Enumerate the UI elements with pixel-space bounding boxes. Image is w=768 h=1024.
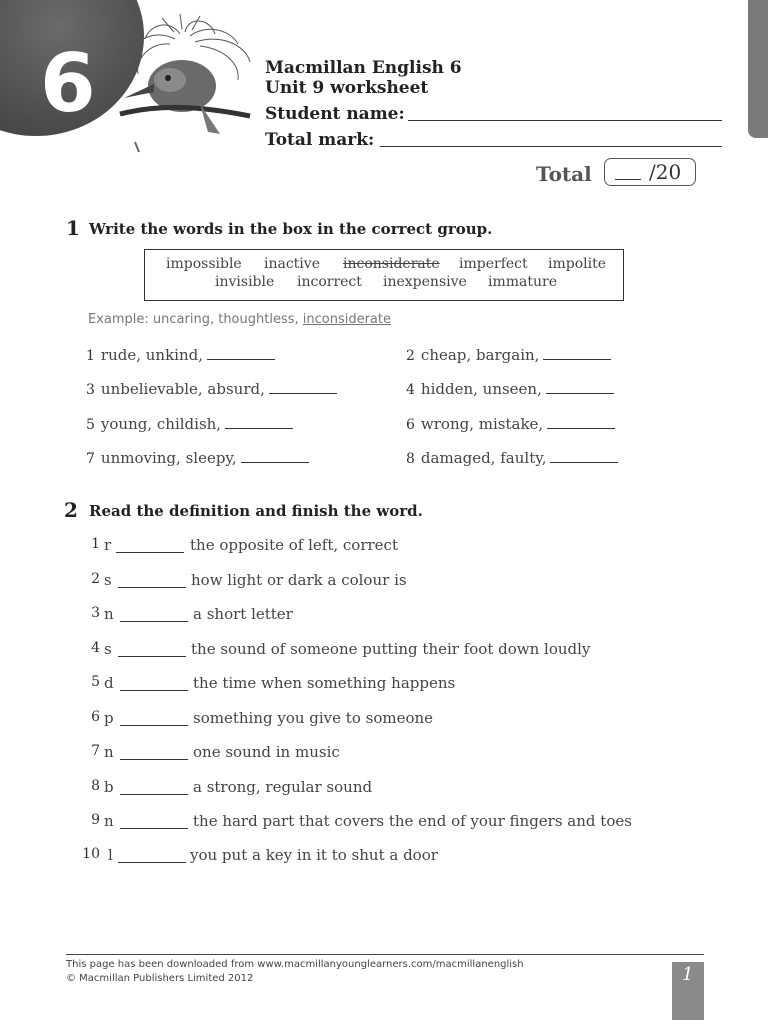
- exercise-1-item: [406, 415, 615, 433]
- exercise-1-item: [406, 346, 611, 364]
- answer-blank[interactable]: [118, 656, 186, 657]
- item-number: 8: [91, 778, 100, 794]
- answer-blank[interactable]: [207, 358, 275, 360]
- student-name-label: Student name:: [265, 104, 405, 124]
- answer-blank[interactable]: [118, 862, 186, 863]
- student-name-field[interactable]: [408, 120, 722, 121]
- item-letter: n: [104, 605, 114, 623]
- item-text: young, childish,: [100, 415, 222, 433]
- item-number: 7: [86, 451, 95, 467]
- answer-blank[interactable]: [120, 725, 188, 726]
- bird-illustration-icon: [110, 14, 260, 162]
- exercise-2-item: [78, 846, 678, 866]
- total-label: Total: [536, 162, 592, 186]
- word-box-item: incorrect: [297, 274, 362, 290]
- total-denominator: /20: [649, 160, 682, 184]
- answer-blank[interactable]: [547, 427, 615, 429]
- answer-blank[interactable]: [120, 690, 188, 691]
- word-box-item: imperfect: [459, 256, 528, 272]
- item-number: 4: [406, 382, 415, 398]
- answer-blank[interactable]: [120, 621, 188, 622]
- answer-blank[interactable]: [225, 427, 293, 429]
- word-box-item: inactive: [264, 256, 320, 272]
- item-definition: the sound of someone putting their foot down loudly: [191, 640, 591, 658]
- page-number: 1: [682, 964, 694, 985]
- course-title: Macmillan English 6: [265, 58, 462, 78]
- item-definition: the time when something happens: [193, 674, 456, 692]
- answer-blank[interactable]: [543, 358, 611, 360]
- exercise-2-number: 2: [64, 498, 78, 522]
- item-number: 8: [406, 451, 415, 467]
- answer-blank[interactable]: [120, 759, 188, 760]
- answer-blank[interactable]: [546, 392, 614, 394]
- item-number: 3: [91, 605, 100, 621]
- word-box-item: impossible: [166, 256, 242, 272]
- item-definition: the opposite of left, correct: [190, 536, 398, 554]
- item-letter: r: [104, 536, 112, 554]
- answer-blank[interactable]: [118, 587, 186, 588]
- word-box-item: inexpensive: [383, 274, 467, 290]
- item-letter: l: [108, 846, 113, 864]
- item-definition: how light or dark a colour is: [191, 571, 407, 589]
- item-number: 2: [406, 348, 415, 364]
- unit-number: 6: [40, 37, 96, 130]
- item-number: 9: [91, 812, 100, 828]
- exercise-2-item: [78, 605, 678, 625]
- exercise-2-item: [78, 536, 678, 556]
- item-number: 10: [82, 846, 100, 862]
- item-letter: p: [104, 709, 114, 727]
- item-number: 6: [406, 417, 415, 433]
- item-text: damaged, faulty,: [420, 449, 547, 467]
- example-line: [88, 312, 391, 327]
- answer-blank[interactable]: [269, 392, 337, 394]
- item-text: hidden, unseen,: [420, 380, 542, 398]
- item-letter: n: [104, 812, 114, 830]
- answer-blank[interactable]: [241, 461, 309, 463]
- item-number: 7: [91, 743, 100, 759]
- exercise-2-item: [78, 571, 678, 591]
- item-letter: d: [104, 674, 114, 692]
- footer-source: This page has been downloaded from www.macmillanyounglearners.com/macmillanenglish: [66, 959, 524, 970]
- item-text: unmoving, sleepy,: [100, 449, 237, 467]
- item-text: rude, unkind,: [100, 346, 204, 364]
- total-score-field[interactable]: [615, 179, 641, 180]
- answer-blank[interactable]: [116, 552, 184, 553]
- answer-blank[interactable]: [550, 461, 618, 463]
- item-number: 3: [86, 382, 95, 398]
- exercise-1-number: 1: [66, 216, 80, 240]
- word-box-item-struck: inconsiderate: [343, 256, 440, 272]
- exercise-2-item: [78, 674, 678, 694]
- page-number-tab: [672, 962, 704, 1020]
- answer-blank[interactable]: [120, 794, 188, 795]
- item-definition: a short letter: [193, 605, 293, 623]
- item-number: 1: [91, 536, 100, 552]
- exercise-1-item: [86, 415, 293, 433]
- example-prefix: Example: uncaring, thoughtless,: [88, 312, 299, 327]
- exercise-2-item: [78, 709, 678, 729]
- item-letter: s: [104, 571, 112, 589]
- footer-copyright: © Macmillan Publishers Limited 2012: [66, 973, 254, 984]
- item-letter: s: [104, 640, 112, 658]
- item-definition: one sound in music: [193, 743, 340, 761]
- worksheet-title: Unit 9 worksheet: [265, 78, 429, 98]
- exercise-1-item: [406, 449, 618, 467]
- word-box: [144, 249, 624, 301]
- item-text: cheap, bargain,: [420, 346, 540, 364]
- item-number: 2: [91, 571, 100, 587]
- item-number: 5: [86, 417, 95, 433]
- exercise-2-instruction: Read the definition and finish the word.: [89, 502, 423, 520]
- item-definition: the hard part that covers the end of your fingers and toes: [193, 812, 632, 830]
- item-text: wrong, mistake,: [420, 415, 544, 433]
- item-text: unbelievable, absurd,: [100, 380, 265, 398]
- exercise-1-instruction: Write the words in the box in the correct group.: [89, 220, 493, 238]
- item-letter: b: [104, 778, 114, 796]
- example-answer: inconsiderate: [302, 312, 391, 327]
- total-score-box: [604, 158, 696, 186]
- item-number: 4: [91, 640, 100, 656]
- edge-tab: [748, 0, 768, 138]
- total-mark-field[interactable]: [380, 146, 722, 147]
- item-number: 1: [86, 348, 95, 364]
- exercise-2-item: [78, 640, 678, 660]
- answer-blank[interactable]: [120, 828, 188, 829]
- word-box-item: impolite: [548, 256, 607, 272]
- exercise-2-item: [78, 743, 678, 763]
- item-definition: a strong, regular sound: [193, 778, 373, 796]
- exercise-1-item: [86, 380, 337, 398]
- item-number: 5: [91, 674, 100, 690]
- total-mark-label: Total mark:: [265, 130, 375, 150]
- word-box-item: invisible: [215, 274, 275, 290]
- item-letter: n: [104, 743, 114, 761]
- exercise-1-item: [86, 346, 275, 364]
- item-definition: something you give to someone: [193, 709, 434, 727]
- exercise-2-item: [78, 778, 678, 798]
- item-number: 6: [91, 709, 100, 725]
- word-box-item: immature: [488, 274, 557, 290]
- item-definition: you put a key in it to shut a door: [190, 846, 438, 864]
- exercise-2-item: [78, 812, 678, 832]
- exercise-1-item: [406, 380, 614, 398]
- exercise-1-item: [86, 449, 309, 467]
- footer-divider: [66, 954, 704, 955]
